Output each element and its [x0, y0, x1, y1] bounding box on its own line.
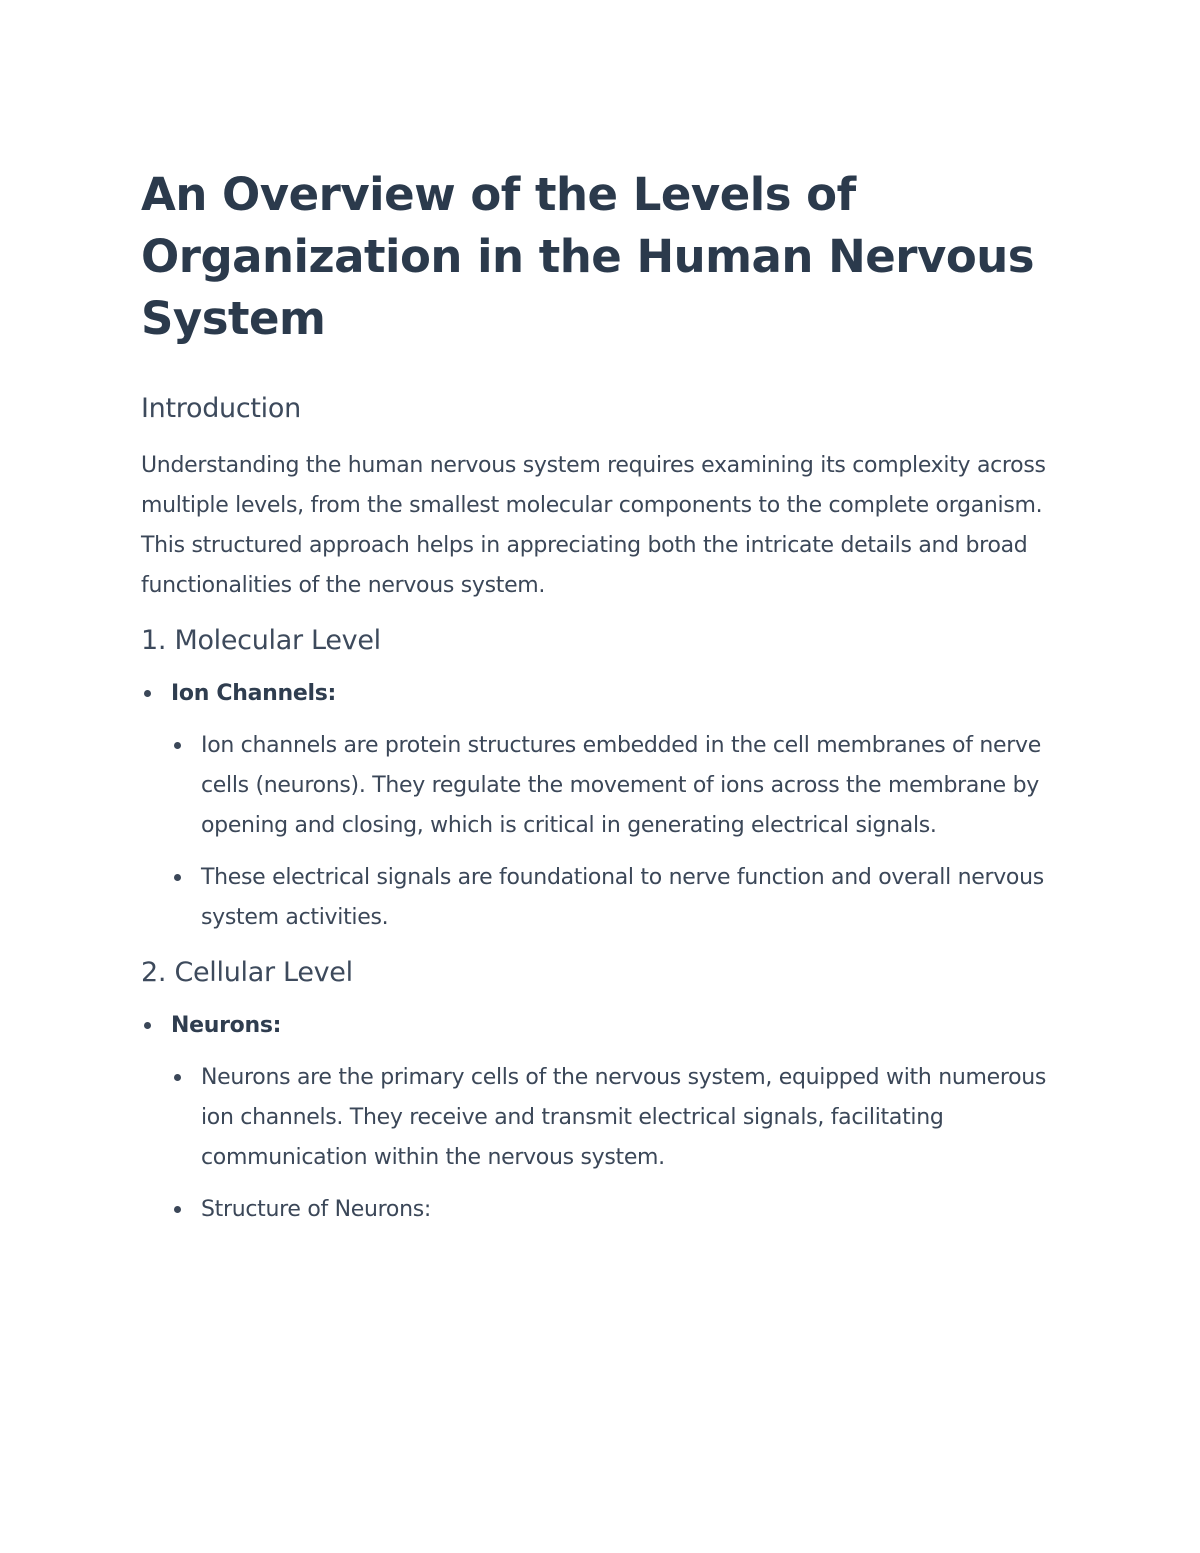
- bullet-icon: [144, 1022, 151, 1029]
- cellular-level-heading: 2. Cellular Level: [141, 957, 353, 988]
- list-item: [141, 674, 1061, 938]
- bullet-icon: [174, 1206, 181, 1213]
- ion-channels-term: Ion Channels:: [171, 681, 337, 706]
- bullet-icon: [144, 690, 151, 697]
- list-item-text: Neurons are the primary cells of the nervous system, equipped with numerous ion channels. They receive and transmit electrical signals, facilitating communication within the nervous system.: [201, 1065, 1047, 1170]
- bullet-icon: [174, 874, 181, 881]
- cellular-level-list: [141, 1006, 1061, 1230]
- neurons-term: Neurons:: [171, 1013, 282, 1038]
- introduction-heading: Introduction: [141, 393, 301, 424]
- list-item: [171, 1190, 1061, 1230]
- bullet-icon: [174, 1074, 181, 1081]
- list-item: [171, 858, 1061, 938]
- molecular-level-list: [141, 674, 1061, 938]
- list-item-text: These electrical signals are foundational to nerve function and overall nervous system activities.: [201, 865, 1044, 930]
- list-item: [141, 1006, 1061, 1230]
- list-item-text: Ion channels are protein structures embedded in the cell membranes of nerve cells (neurons). They regulate the movement of ions across the membrane by opening and closing, which is critical in generating electrical signals.: [201, 733, 1041, 838]
- molecular-level-heading: 1. Molecular Level: [141, 625, 381, 656]
- bullet-icon: [174, 742, 181, 749]
- neurons-sublist: [171, 1058, 1061, 1230]
- list-item: [171, 1058, 1061, 1178]
- introduction-paragraph: Understanding the human nervous system requires examining its complexity across multiple levels, from the smallest molecular components to the complete organism. This structured approach helps in appreciating both the intricate details and broad functionalities of the nervous system.: [141, 453, 1046, 598]
- document-title: An Overview of the Levels of Organization in the Human Nervous System: [141, 168, 1035, 345]
- list-item-text: Structure of Neurons:: [201, 1197, 432, 1222]
- document-page: [141, 164, 1061, 1230]
- ion-channels-sublist: [171, 726, 1061, 938]
- list-item: [171, 726, 1061, 846]
